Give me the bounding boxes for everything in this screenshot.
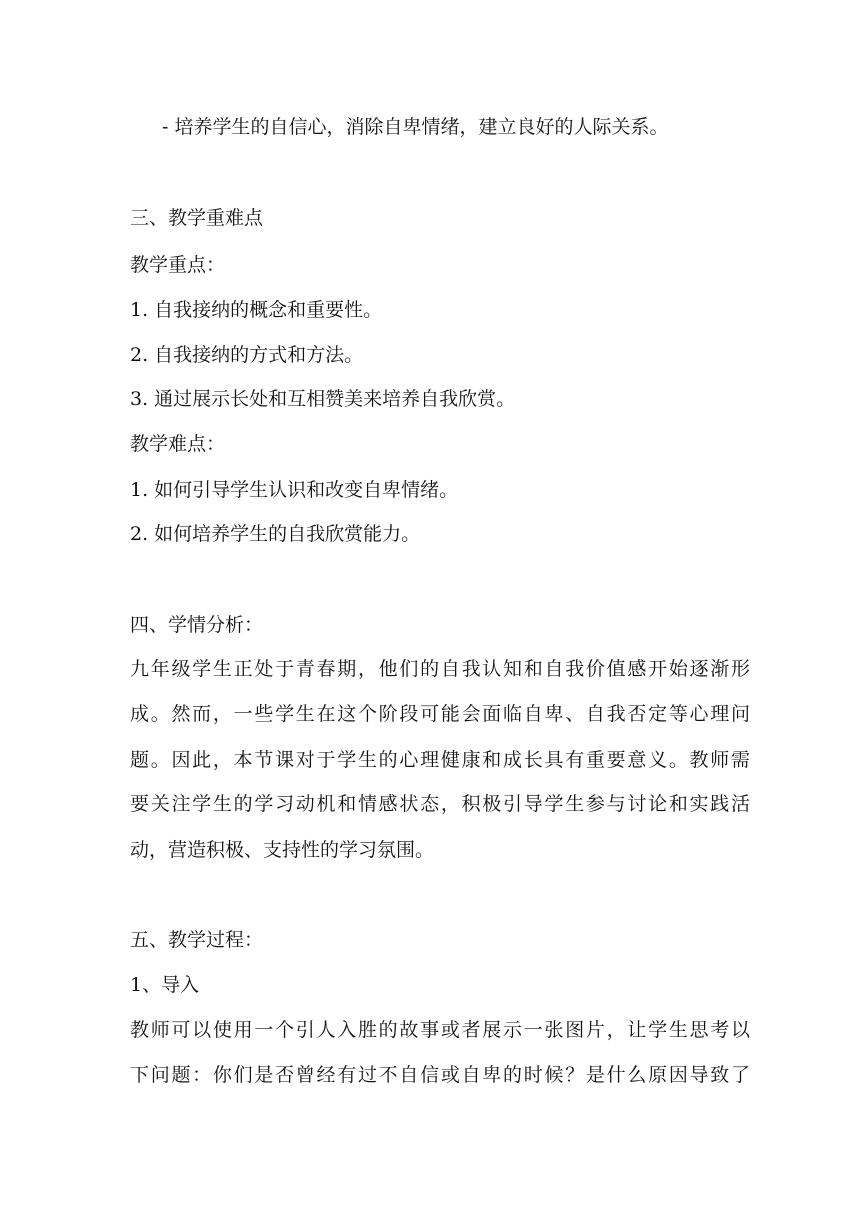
key-point-item: 3. 通过展示长处和互相赞美来培养自我欣赏。 (130, 388, 516, 410)
key-points-label: 教学重点： (130, 254, 226, 276)
key-point-item: 2. 自我接纳的方式和方法。 (130, 344, 364, 366)
paragraph-line: 要关注学生的学习动机和情感状态，积极引导学生参与讨论和实践活 (130, 793, 750, 815)
objective-line: - 培养学生的自信心，消除自卑情绪，建立良好的人际关系。 (162, 116, 669, 138)
paragraph-line: 教师可以使用一个引人入胜的故事或者展示一张图片，让学生思考以 (130, 1019, 750, 1041)
section-heading-learner-analysis: 四、学情分析： (130, 614, 264, 636)
key-point-item: 1. 自我接纳的概念和重要性。 (130, 299, 383, 321)
paragraph-line: 动，营造积极、支持性的学习氛围。 (130, 839, 435, 861)
paragraph-line: 题。因此，本节课对于学生的心理健康和成长具有重要意义。教师需 (130, 749, 750, 771)
section-heading-teaching-process: 五、教学过程： (130, 929, 264, 951)
difficulty-item: 2. 如何培养学生的自我欣赏能力。 (130, 523, 421, 545)
difficulties-label: 教学难点： (130, 433, 226, 455)
step-heading-introduction: 1、导入 (130, 974, 200, 996)
paragraph-line: 下问题：你们是否曾经有过不自信或自卑的时候？是什么原因导致了 (130, 1064, 750, 1086)
paragraph-line: 成。然而，一些学生在这个阶段可能会面临自卑、自我否定等心理问 (130, 703, 750, 725)
difficulty-item: 1. 如何引导学生认识和改变自卑情绪。 (130, 479, 459, 501)
paragraph-line: 九年级学生正处于青春期，他们的自我认知和自我价值感开始逐渐形 (130, 658, 750, 680)
section-heading-key-difficult-points: 三、教学重难点 (130, 207, 264, 229)
